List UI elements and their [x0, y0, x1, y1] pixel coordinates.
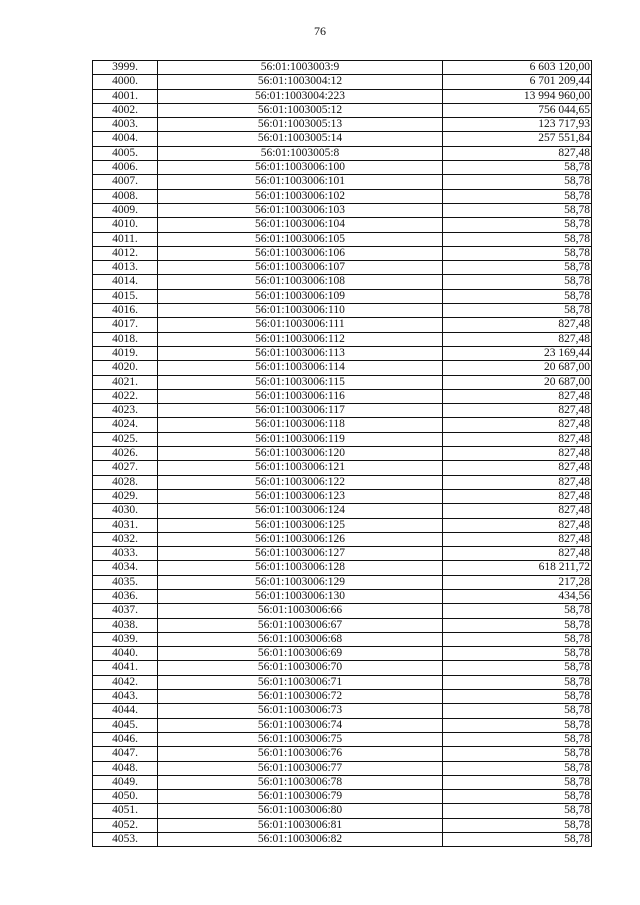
table-row — [93, 647, 592, 661]
table-row — [93, 432, 592, 446]
table-row — [93, 561, 592, 575]
cadastral-number-cell: 56:01:1003006:120 — [158, 447, 443, 461]
table-row — [93, 75, 592, 89]
table-row — [93, 504, 592, 518]
cadastral-value-cell: 434,56 — [443, 589, 592, 603]
cadastral-value-cell: 756 044,65 — [443, 103, 592, 117]
cadastral-number-cell: 56:01:1003006:123 — [158, 489, 443, 503]
row-number-cell: 4030. — [93, 504, 158, 518]
row-number-cell: 3999. — [93, 61, 158, 75]
row-number-cell: 4053. — [93, 833, 158, 847]
cadastral-value-cell: 618 211,72 — [443, 561, 592, 575]
cadastral-number-cell: 56:01:1003006:73 — [158, 704, 443, 718]
cadastral-number-cell: 56:01:1003006:76 — [158, 747, 443, 761]
table-row — [93, 761, 592, 775]
row-number-cell: 4009. — [93, 203, 158, 217]
row-number-cell: 4014. — [93, 275, 158, 289]
table-row — [93, 175, 592, 189]
cadastral-value-cell: 58,78 — [443, 675, 592, 689]
row-number-cell: 4005. — [93, 146, 158, 160]
row-number-cell: 4037. — [93, 604, 158, 618]
row-number-cell: 4042. — [93, 675, 158, 689]
cadastral-value-cell: 827,48 — [443, 447, 592, 461]
cadastral-value-cell: 20 687,00 — [443, 361, 592, 375]
cadastral-number-cell: 56:01:1003006:75 — [158, 732, 443, 746]
cadastral-value-cell: 58,78 — [443, 818, 592, 832]
cadastral-number-cell: 56:01:1003006:111 — [158, 318, 443, 332]
cadastral-value-cell: 58,78 — [443, 704, 592, 718]
cadastral-value-cell: 827,48 — [443, 518, 592, 532]
table-row — [93, 461, 592, 475]
table-body — [93, 61, 592, 847]
cadastral-value-cell: 58,78 — [443, 189, 592, 203]
table-row — [93, 118, 592, 132]
row-number-cell: 4015. — [93, 289, 158, 303]
row-number-cell: 4043. — [93, 690, 158, 704]
table-row — [93, 475, 592, 489]
table-row — [93, 61, 592, 75]
table-row — [93, 675, 592, 689]
cadastral-number-cell: 56:01:1003006:72 — [158, 690, 443, 704]
table-row — [93, 661, 592, 675]
row-number-cell: 4016. — [93, 304, 158, 318]
row-number-cell: 4021. — [93, 375, 158, 389]
row-number-cell: 4000. — [93, 75, 158, 89]
cadastral-value-cell: 58,78 — [443, 618, 592, 632]
cadastral-number-cell: 56:01:1003006:114 — [158, 361, 443, 375]
cadastral-number-cell: 56:01:1003006:127 — [158, 547, 443, 561]
table-row — [93, 389, 592, 403]
table-row — [93, 575, 592, 589]
row-number-cell: 4024. — [93, 418, 158, 432]
table-row — [93, 275, 592, 289]
row-number-cell: 4034. — [93, 561, 158, 575]
table-row — [93, 804, 592, 818]
cadastral-number-cell: 56:01:1003006:110 — [158, 304, 443, 318]
row-number-cell: 4050. — [93, 790, 158, 804]
cadastral-number-cell: 56:01:1003006:117 — [158, 404, 443, 418]
row-number-cell: 4025. — [93, 432, 158, 446]
row-number-cell: 4008. — [93, 189, 158, 203]
cadastral-value-cell: 13 994 960,00 — [443, 89, 592, 103]
table-row — [93, 261, 592, 275]
cadastral-number-cell: 56:01:1003005:8 — [158, 146, 443, 160]
row-number-cell: 4048. — [93, 761, 158, 775]
table-row — [93, 704, 592, 718]
table-row — [93, 618, 592, 632]
cadastral-number-cell: 56:01:1003006:67 — [158, 618, 443, 632]
cadastral-value-cell: 58,78 — [443, 690, 592, 704]
cadastral-number-cell: 56:01:1003006:124 — [158, 504, 443, 518]
cadastral-value-cell: 827,48 — [443, 418, 592, 432]
cadastral-number-cell: 56:01:1003006:116 — [158, 389, 443, 403]
table-row — [93, 375, 592, 389]
cadastral-number-cell: 56:01:1003006:115 — [158, 375, 443, 389]
cadastral-number-cell: 56:01:1003006:74 — [158, 718, 443, 732]
cadastral-value-cell: 58,78 — [443, 275, 592, 289]
row-number-cell: 4039. — [93, 632, 158, 646]
table-row — [93, 818, 592, 832]
row-number-cell: 4002. — [93, 103, 158, 117]
table-row — [93, 732, 592, 746]
cadastral-number-cell: 56:01:1003006:82 — [158, 833, 443, 847]
row-number-cell: 4033. — [93, 547, 158, 561]
table-row — [93, 89, 592, 103]
cadastral-number-cell: 56:01:1003006:126 — [158, 532, 443, 546]
cadastral-value-cell: 827,48 — [443, 318, 592, 332]
cadastral-value-cell: 58,78 — [443, 232, 592, 246]
cadastral-value-cell: 58,78 — [443, 218, 592, 232]
cadastral-value-cell: 257 551,84 — [443, 132, 592, 146]
row-number-cell: 4022. — [93, 389, 158, 403]
row-number-cell: 4007. — [93, 175, 158, 189]
row-number-cell: 4047. — [93, 747, 158, 761]
cadastral-value-cell: 827,48 — [443, 389, 592, 403]
row-number-cell: 4020. — [93, 361, 158, 375]
cadastral-number-cell: 56:01:1003006:107 — [158, 261, 443, 275]
table-row — [93, 518, 592, 532]
cadastral-value-cell: 58,78 — [443, 718, 592, 732]
row-number-cell: 4035. — [93, 575, 158, 589]
cadastral-value-cell: 58,78 — [443, 833, 592, 847]
cadastral-number-cell: 56:01:1003006:71 — [158, 675, 443, 689]
cadastral-value-cell: 58,78 — [443, 604, 592, 618]
row-number-cell: 4051. — [93, 804, 158, 818]
cadastral-number-cell: 56:01:1003006:105 — [158, 232, 443, 246]
cadastral-number-cell: 56:01:1003006:106 — [158, 246, 443, 260]
table-row — [93, 718, 592, 732]
row-number-cell: 4052. — [93, 818, 158, 832]
page-number: 76 — [314, 24, 326, 38]
cadastral-number-cell: 56:01:1003006:112 — [158, 332, 443, 346]
row-number-cell: 4019. — [93, 346, 158, 360]
table-row — [93, 332, 592, 346]
cadastral-value-cell: 58,78 — [443, 747, 592, 761]
cadastral-number-cell: 56:01:1003004:223 — [158, 89, 443, 103]
cadastral-value-cell: 58,78 — [443, 261, 592, 275]
table-row — [93, 790, 592, 804]
cadastral-number-cell: 56:01:1003005:13 — [158, 118, 443, 132]
cadastral-value-cell: 827,48 — [443, 332, 592, 346]
row-number-cell: 4006. — [93, 161, 158, 175]
row-number-cell: 4049. — [93, 775, 158, 789]
cadastral-value-cell: 58,78 — [443, 304, 592, 318]
row-number-cell: 4027. — [93, 461, 158, 475]
table-row — [93, 304, 592, 318]
row-number-cell: 4004. — [93, 132, 158, 146]
table-row — [93, 318, 592, 332]
row-number-cell: 4028. — [93, 475, 158, 489]
row-number-cell: 4023. — [93, 404, 158, 418]
row-number-cell: 4010. — [93, 218, 158, 232]
row-number-cell: 4013. — [93, 261, 158, 275]
table-row — [93, 604, 592, 618]
cadastral-value-cell: 58,78 — [443, 804, 592, 818]
row-number-cell: 4012. — [93, 246, 158, 260]
cadastral-number-cell: 56:01:1003006:104 — [158, 218, 443, 232]
cadastral-value-cell: 20 687,00 — [443, 375, 592, 389]
cadastral-number-cell: 56:01:1003006:125 — [158, 518, 443, 532]
cadastral-value-cell: 6 701 209,44 — [443, 75, 592, 89]
cadastral-value-cell: 827,48 — [443, 532, 592, 546]
cadastral-number-cell: 56:01:1003006:100 — [158, 161, 443, 175]
cadastral-number-cell: 56:01:1003005:12 — [158, 103, 443, 117]
cadastral-number-cell: 56:01:1003006:108 — [158, 275, 443, 289]
cadastral-number-cell: 56:01:1003006:118 — [158, 418, 443, 432]
cadastral-value-cell: 123 717,93 — [443, 118, 592, 132]
row-number-cell: 4018. — [93, 332, 158, 346]
cadastral-value-cell: 827,48 — [443, 461, 592, 475]
table-row — [93, 161, 592, 175]
table-row — [93, 189, 592, 203]
cadastral-value-cell: 58,78 — [443, 246, 592, 260]
cadastral-number-cell: 56:01:1003004:12 — [158, 75, 443, 89]
cadastral-value-cell: 58,78 — [443, 761, 592, 775]
cadastral-value-cell: 58,78 — [443, 790, 592, 804]
cadastral-value-cell: 827,48 — [443, 504, 592, 518]
table-row — [93, 361, 592, 375]
cadastral-value-cell: 58,78 — [443, 647, 592, 661]
row-number-cell: 4046. — [93, 732, 158, 746]
table-row — [93, 447, 592, 461]
cadastral-value-cell: 58,78 — [443, 732, 592, 746]
table-row — [93, 632, 592, 646]
row-number-cell: 4036. — [93, 589, 158, 603]
cadastral-value-cell: 58,78 — [443, 775, 592, 789]
table-row — [93, 218, 592, 232]
cadastral-number-cell: 56:01:1003005:14 — [158, 132, 443, 146]
cadastral-value-cell: 23 169,44 — [443, 346, 592, 360]
table-row — [93, 146, 592, 160]
table-row — [93, 346, 592, 360]
table-row — [93, 404, 592, 418]
cadastral-value-cell: 58,78 — [443, 289, 592, 303]
cadastral-value-cell: 827,48 — [443, 432, 592, 446]
table-row — [93, 532, 592, 546]
cadastral-number-cell: 56:01:1003006:102 — [158, 189, 443, 203]
table-row — [93, 103, 592, 117]
row-number-cell: 4011. — [93, 232, 158, 246]
table-row — [93, 246, 592, 260]
row-number-cell: 4031. — [93, 518, 158, 532]
cadastral-value-cell: 58,78 — [443, 632, 592, 646]
cadastral-number-cell: 56:01:1003006:69 — [158, 647, 443, 661]
cadastral-value-cell: 58,78 — [443, 161, 592, 175]
row-number-cell: 4038. — [93, 618, 158, 632]
row-number-cell: 4017. — [93, 318, 158, 332]
row-number-cell: 4001. — [93, 89, 158, 103]
table-row — [93, 203, 592, 217]
table-row — [93, 775, 592, 789]
table-row — [93, 232, 592, 246]
table-row — [93, 489, 592, 503]
cadastral-value-cell: 58,78 — [443, 661, 592, 675]
cadastral-number-cell: 56:01:1003006:66 — [158, 604, 443, 618]
table-row — [93, 132, 592, 146]
cadastral-number-cell: 56:01:1003006:119 — [158, 432, 443, 446]
cadastral-value-table — [92, 60, 592, 847]
cadastral-value-cell: 58,78 — [443, 203, 592, 217]
table-row — [93, 690, 592, 704]
cadastral-number-cell: 56:01:1003006:70 — [158, 661, 443, 675]
row-number-cell: 4032. — [93, 532, 158, 546]
cadastral-value-cell: 6 603 120,00 — [443, 61, 592, 75]
row-number-cell: 4003. — [93, 118, 158, 132]
cadastral-number-cell: 56:01:1003006:113 — [158, 346, 443, 360]
cadastral-number-cell: 56:01:1003006:77 — [158, 761, 443, 775]
cadastral-value-cell: 827,48 — [443, 547, 592, 561]
row-number-cell: 4040. — [93, 647, 158, 661]
cadastral-number-cell: 56:01:1003006:122 — [158, 475, 443, 489]
cadastral-number-cell: 56:01:1003006:109 — [158, 289, 443, 303]
cadastral-value-cell: 217,28 — [443, 575, 592, 589]
cadastral-number-cell: 56:01:1003006:78 — [158, 775, 443, 789]
table-row — [93, 589, 592, 603]
row-number-cell: 4029. — [93, 489, 158, 503]
row-number-cell: 4045. — [93, 718, 158, 732]
cadastral-number-cell: 56:01:1003006:121 — [158, 461, 443, 475]
cadastral-number-cell: 56:01:1003006:128 — [158, 561, 443, 575]
cadastral-number-cell: 56:01:1003003:9 — [158, 61, 443, 75]
cadastral-number-cell: 56:01:1003006:79 — [158, 790, 443, 804]
cadastral-number-cell: 56:01:1003006:129 — [158, 575, 443, 589]
cadastral-value-cell: 58,78 — [443, 175, 592, 189]
cadastral-value-cell: 827,48 — [443, 146, 592, 160]
table-row — [93, 289, 592, 303]
cadastral-number-cell: 56:01:1003006:130 — [158, 589, 443, 603]
cadastral-number-cell: 56:01:1003006:101 — [158, 175, 443, 189]
row-number-cell: 4044. — [93, 704, 158, 718]
cadastral-number-cell: 56:01:1003006:80 — [158, 804, 443, 818]
cadastral-number-cell: 56:01:1003006:103 — [158, 203, 443, 217]
table-row — [93, 547, 592, 561]
table-row — [93, 833, 592, 847]
cadastral-value-cell: 827,48 — [443, 475, 592, 489]
table-row — [93, 747, 592, 761]
row-number-cell: 4041. — [93, 661, 158, 675]
cadastral-value-cell: 827,48 — [443, 404, 592, 418]
cadastral-value-cell: 827,48 — [443, 489, 592, 503]
row-number-cell: 4026. — [93, 447, 158, 461]
cadastral-number-cell: 56:01:1003006:81 — [158, 818, 443, 832]
table-row — [93, 418, 592, 432]
cadastral-number-cell: 56:01:1003006:68 — [158, 632, 443, 646]
